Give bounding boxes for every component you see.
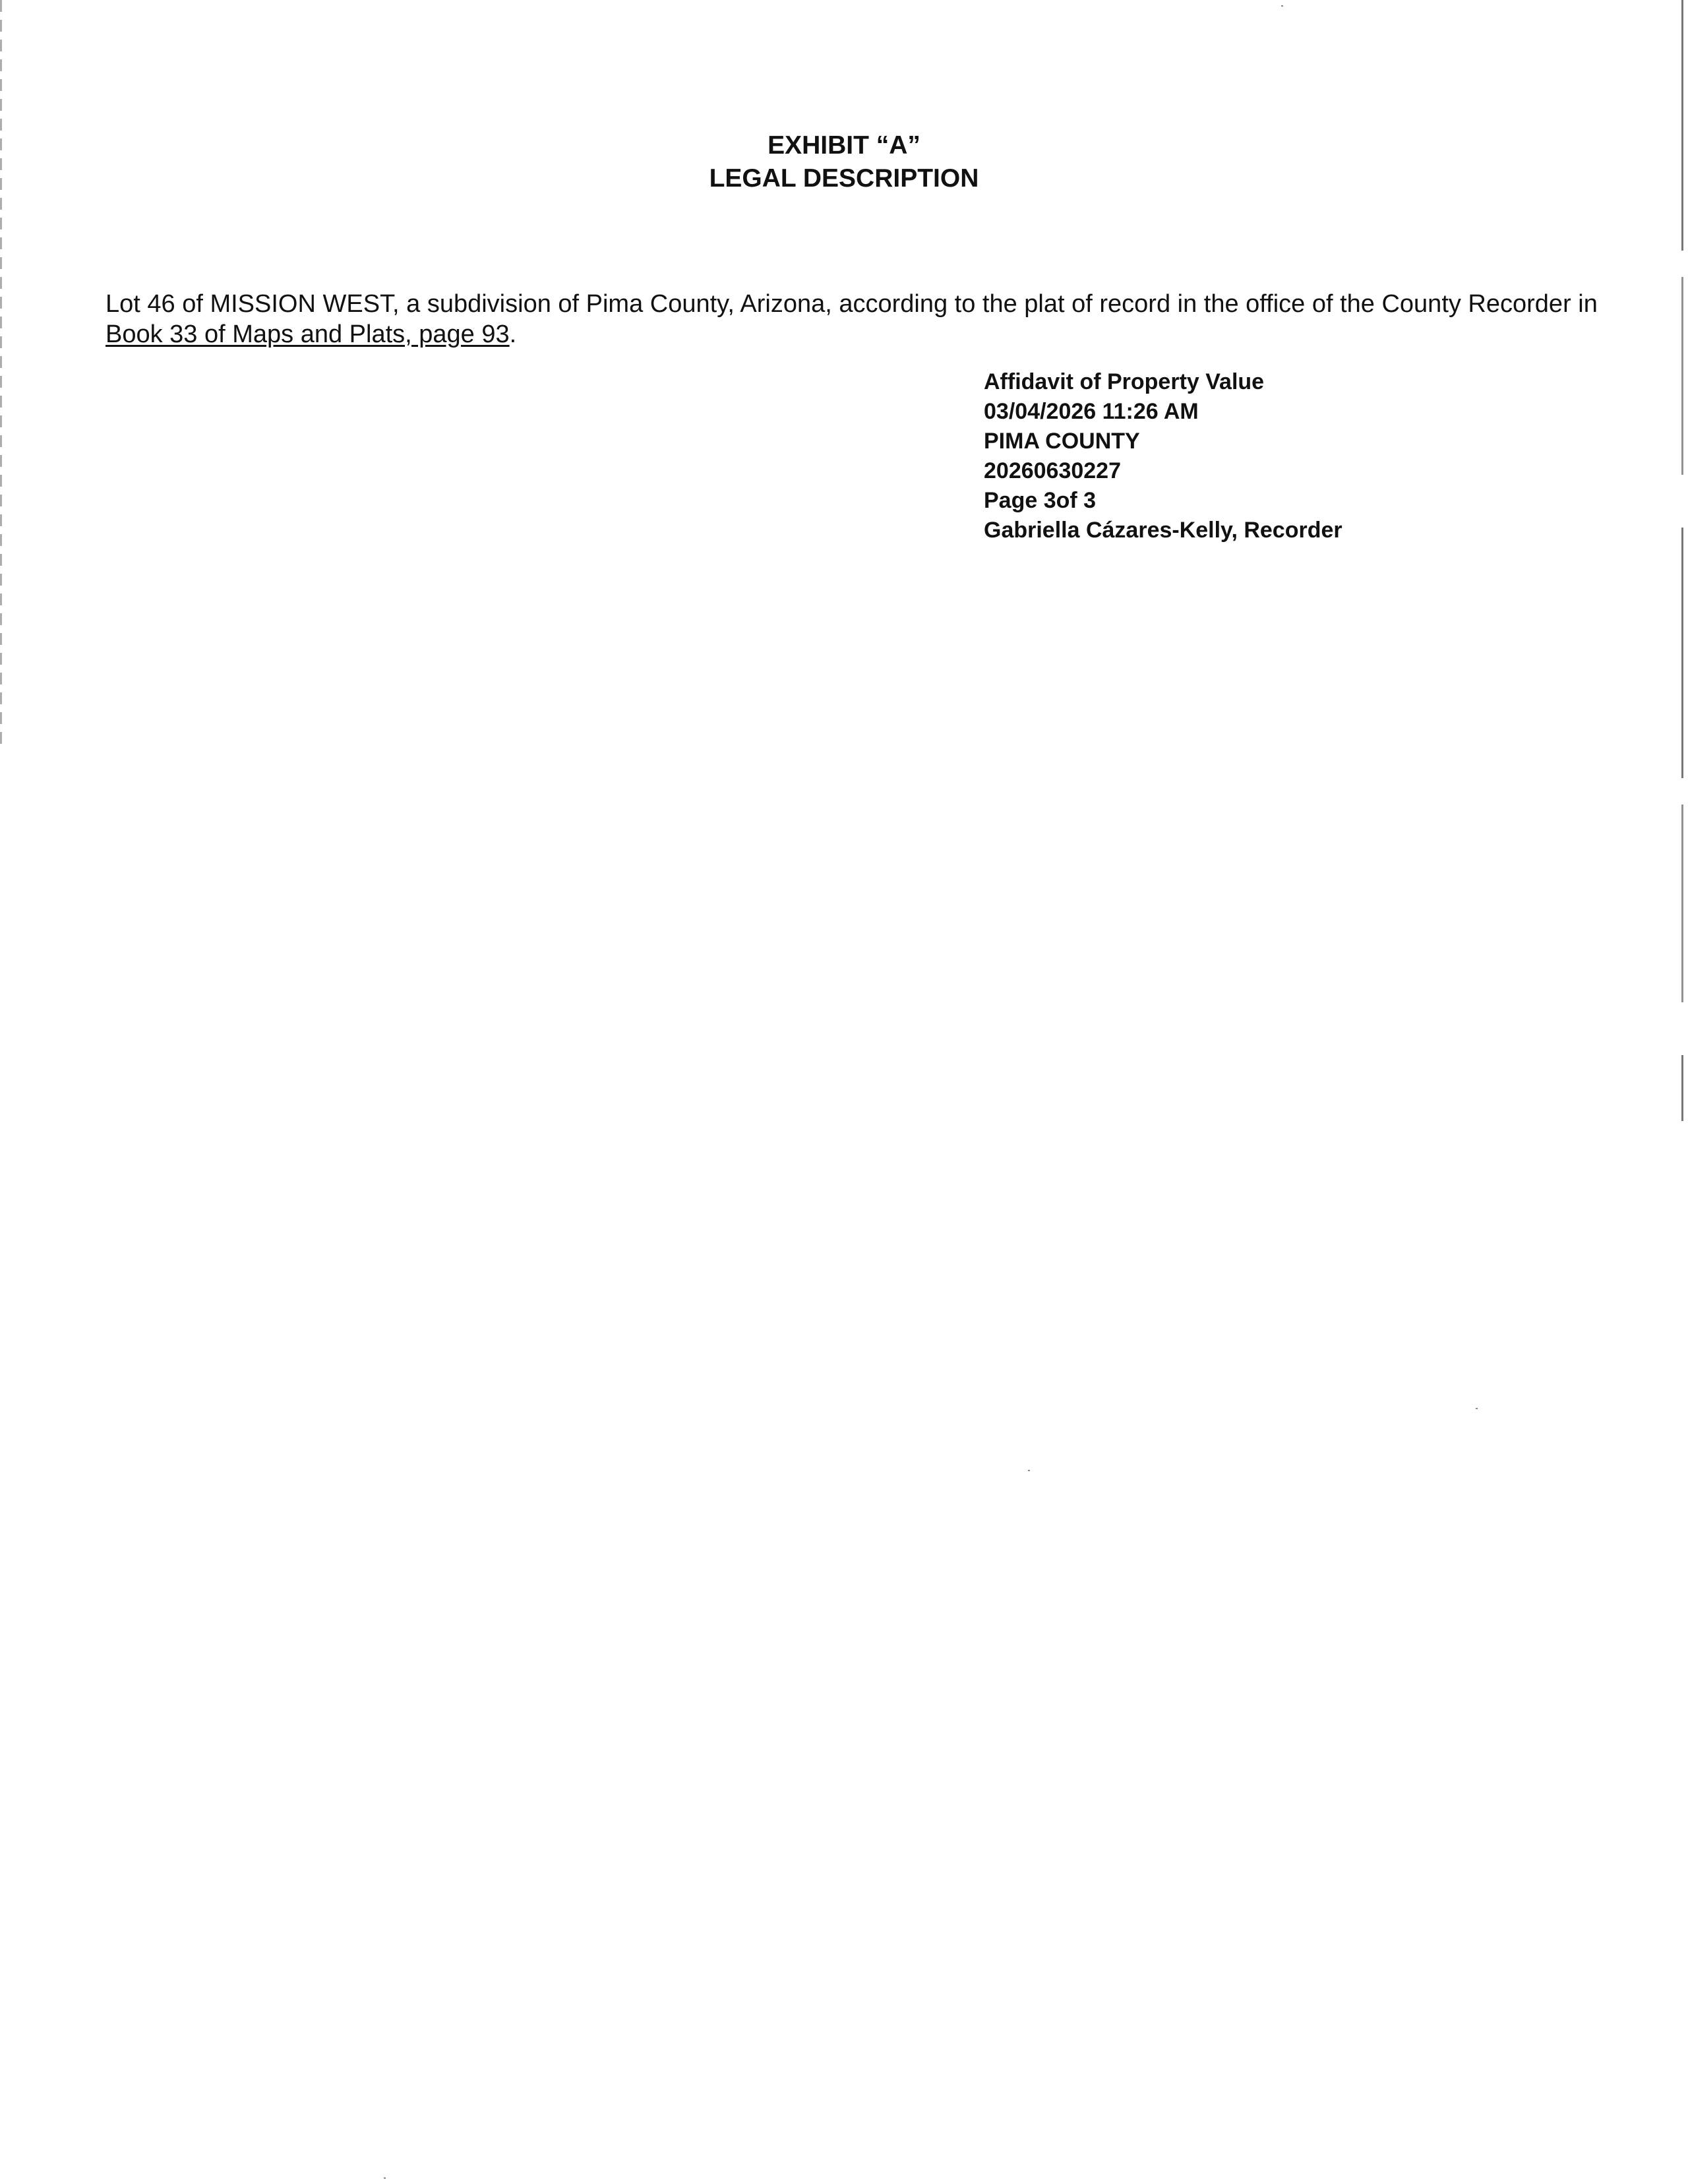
- stamp-recorder: Gabriella Cázares-Kelly, Recorder: [984, 518, 1342, 543]
- scan-speck: [384, 2177, 386, 2179]
- legal-description: [106, 289, 1596, 349]
- scan-edge-left: [0, 0, 2, 748]
- plat-reference-period: .: [509, 320, 517, 348]
- legal-description-line-1: Lot 46 of MISSION WEST, a subdivision of Pima County, Arizona, according to the plat of record in the office of the County Recorder in: [106, 290, 1598, 318]
- exhibit-title: EXHIBIT “A”: [768, 131, 920, 160]
- stamp-document-number: 20260630227: [984, 458, 1122, 483]
- stamp-county: PIMA COUNTY: [984, 429, 1140, 454]
- stamp-page: Page 3of 3: [984, 488, 1097, 513]
- recording-stamp: [984, 367, 1342, 545]
- stamp-datetime: 03/04/2026 11:26 AM: [984, 399, 1199, 424]
- scan-speck: [1281, 5, 1283, 7]
- exhibit-subtitle: LEGAL DESCRIPTION: [709, 164, 979, 193]
- scan-speck: [1476, 1408, 1478, 1409]
- exhibit-heading: [0, 129, 1688, 195]
- plat-reference: Book 33 of Maps and Plats, page 93: [106, 320, 510, 348]
- scan-speck: [1028, 1470, 1030, 1471]
- legal-description-line-2: [106, 319, 1596, 349]
- stamp-title: Affidavit of Property Value: [984, 369, 1265, 394]
